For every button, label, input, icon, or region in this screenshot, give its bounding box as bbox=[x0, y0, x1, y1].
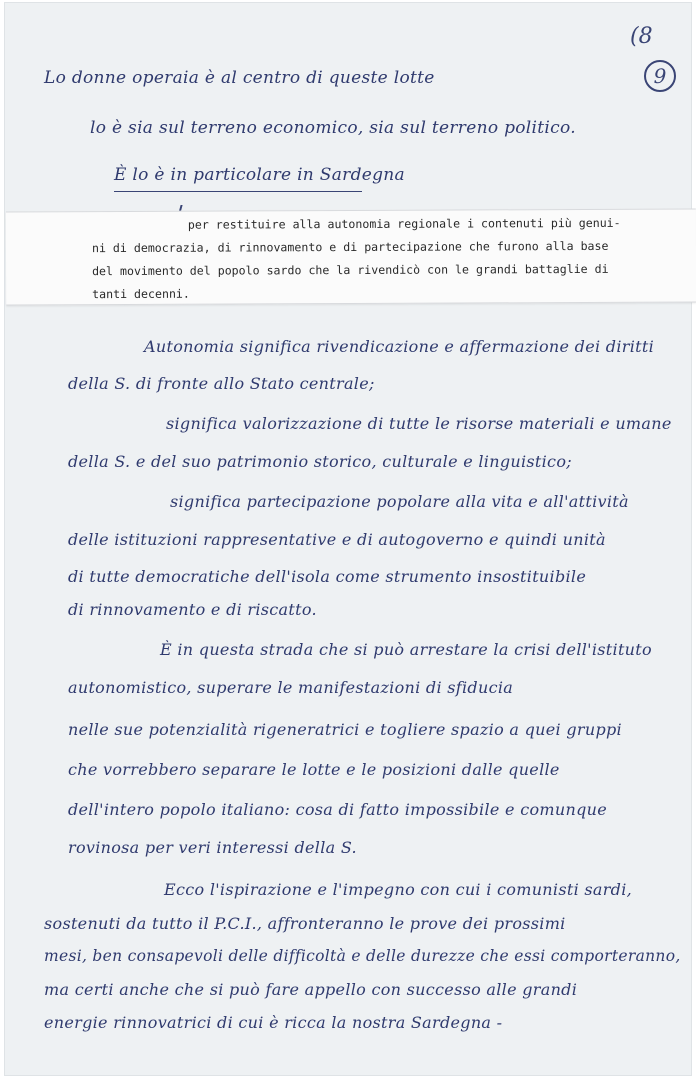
handwritten-line: Ecco l'ispirazione e l'impegno con cui i comunisti sardi, bbox=[164, 880, 633, 899]
handwritten-line: energie rinnovatrici di cui è ricca la nostra Sardegna - bbox=[44, 1013, 503, 1032]
document-page bbox=[4, 2, 692, 1076]
handwritten-line: Autonomia significa rivendicazione e affermazione dei diritti bbox=[144, 337, 654, 356]
insertion-line bbox=[114, 191, 362, 192]
typed-line: tanti decenni. bbox=[92, 286, 190, 302]
handwritten-line: rovinosa per veri interessi della S. bbox=[68, 838, 357, 857]
handwritten-line: della S. e del suo patrimonio storico, culturale e linguistico; bbox=[68, 452, 572, 471]
typed-line: per restituire alla autonomia regionale i contenuti più genui- bbox=[187, 215, 621, 232]
handwritten-line: autonomistico, superare le manifestazioni di sfiducia bbox=[68, 678, 514, 697]
handwritten-line: nelle sue potenzialità rigeneratrici e togliere spazio a quei gruppi bbox=[68, 720, 622, 739]
pasted-typed-strip bbox=[6, 208, 696, 305]
handwritten-line: significa valorizzazione di tutte le risorse materiali e umane bbox=[166, 414, 672, 433]
handwritten-line: Lo donne operaia è al centro di queste lotte bbox=[44, 68, 435, 88]
handwritten-line: sostenuti da tutto il P.C.I., affronteranno le prove dei prossimi bbox=[44, 914, 566, 933]
page-number: (8 bbox=[630, 24, 653, 49]
handwritten-line: delle istituzioni rappresentative e di autogoverno e quindi unità bbox=[68, 530, 606, 549]
handwritten-line: mesi, ben consapevoli delle difficoltà e delle durezze che essi comporteranno, bbox=[44, 947, 681, 965]
handwritten-line: che vorrebbero separare le lotte e le posizioni dalle quelle bbox=[68, 760, 560, 779]
handwritten-line: della S. di fronte allo Stato centrale; bbox=[68, 374, 375, 393]
handwritten-line: ma certi anche che si può fare appello con successo alle grandi bbox=[44, 980, 578, 999]
handwritten-line: È in questa strada che si può arrestare la crisi dell'istituto bbox=[160, 640, 652, 659]
handwritten-line: di rinnovamento e di riscatto. bbox=[68, 600, 317, 619]
handwritten-line: di tutte democratiche dell'isola come strumento insostituibile bbox=[68, 567, 587, 586]
handwritten-line: dell'intero popolo italiano: cosa di fatto impossibile e comunque bbox=[68, 800, 607, 819]
handwritten-line: significa partecipazione popolare alla vita e all'attività bbox=[170, 492, 629, 511]
typed-line: del movimento del popolo sardo che la rivendicò con le grandi battaglie di bbox=[92, 261, 609, 279]
handwritten-line: È lo è in particolare in Sardegna bbox=[114, 165, 405, 185]
typed-line: ni di democrazia, di rinnovamento e di partecipazione che furono alla base bbox=[91, 238, 609, 256]
handwritten-line: lo è sia sul terreno economico, sia sul terreno politico. bbox=[90, 118, 576, 138]
circled-page-number: 9 bbox=[644, 60, 676, 92]
